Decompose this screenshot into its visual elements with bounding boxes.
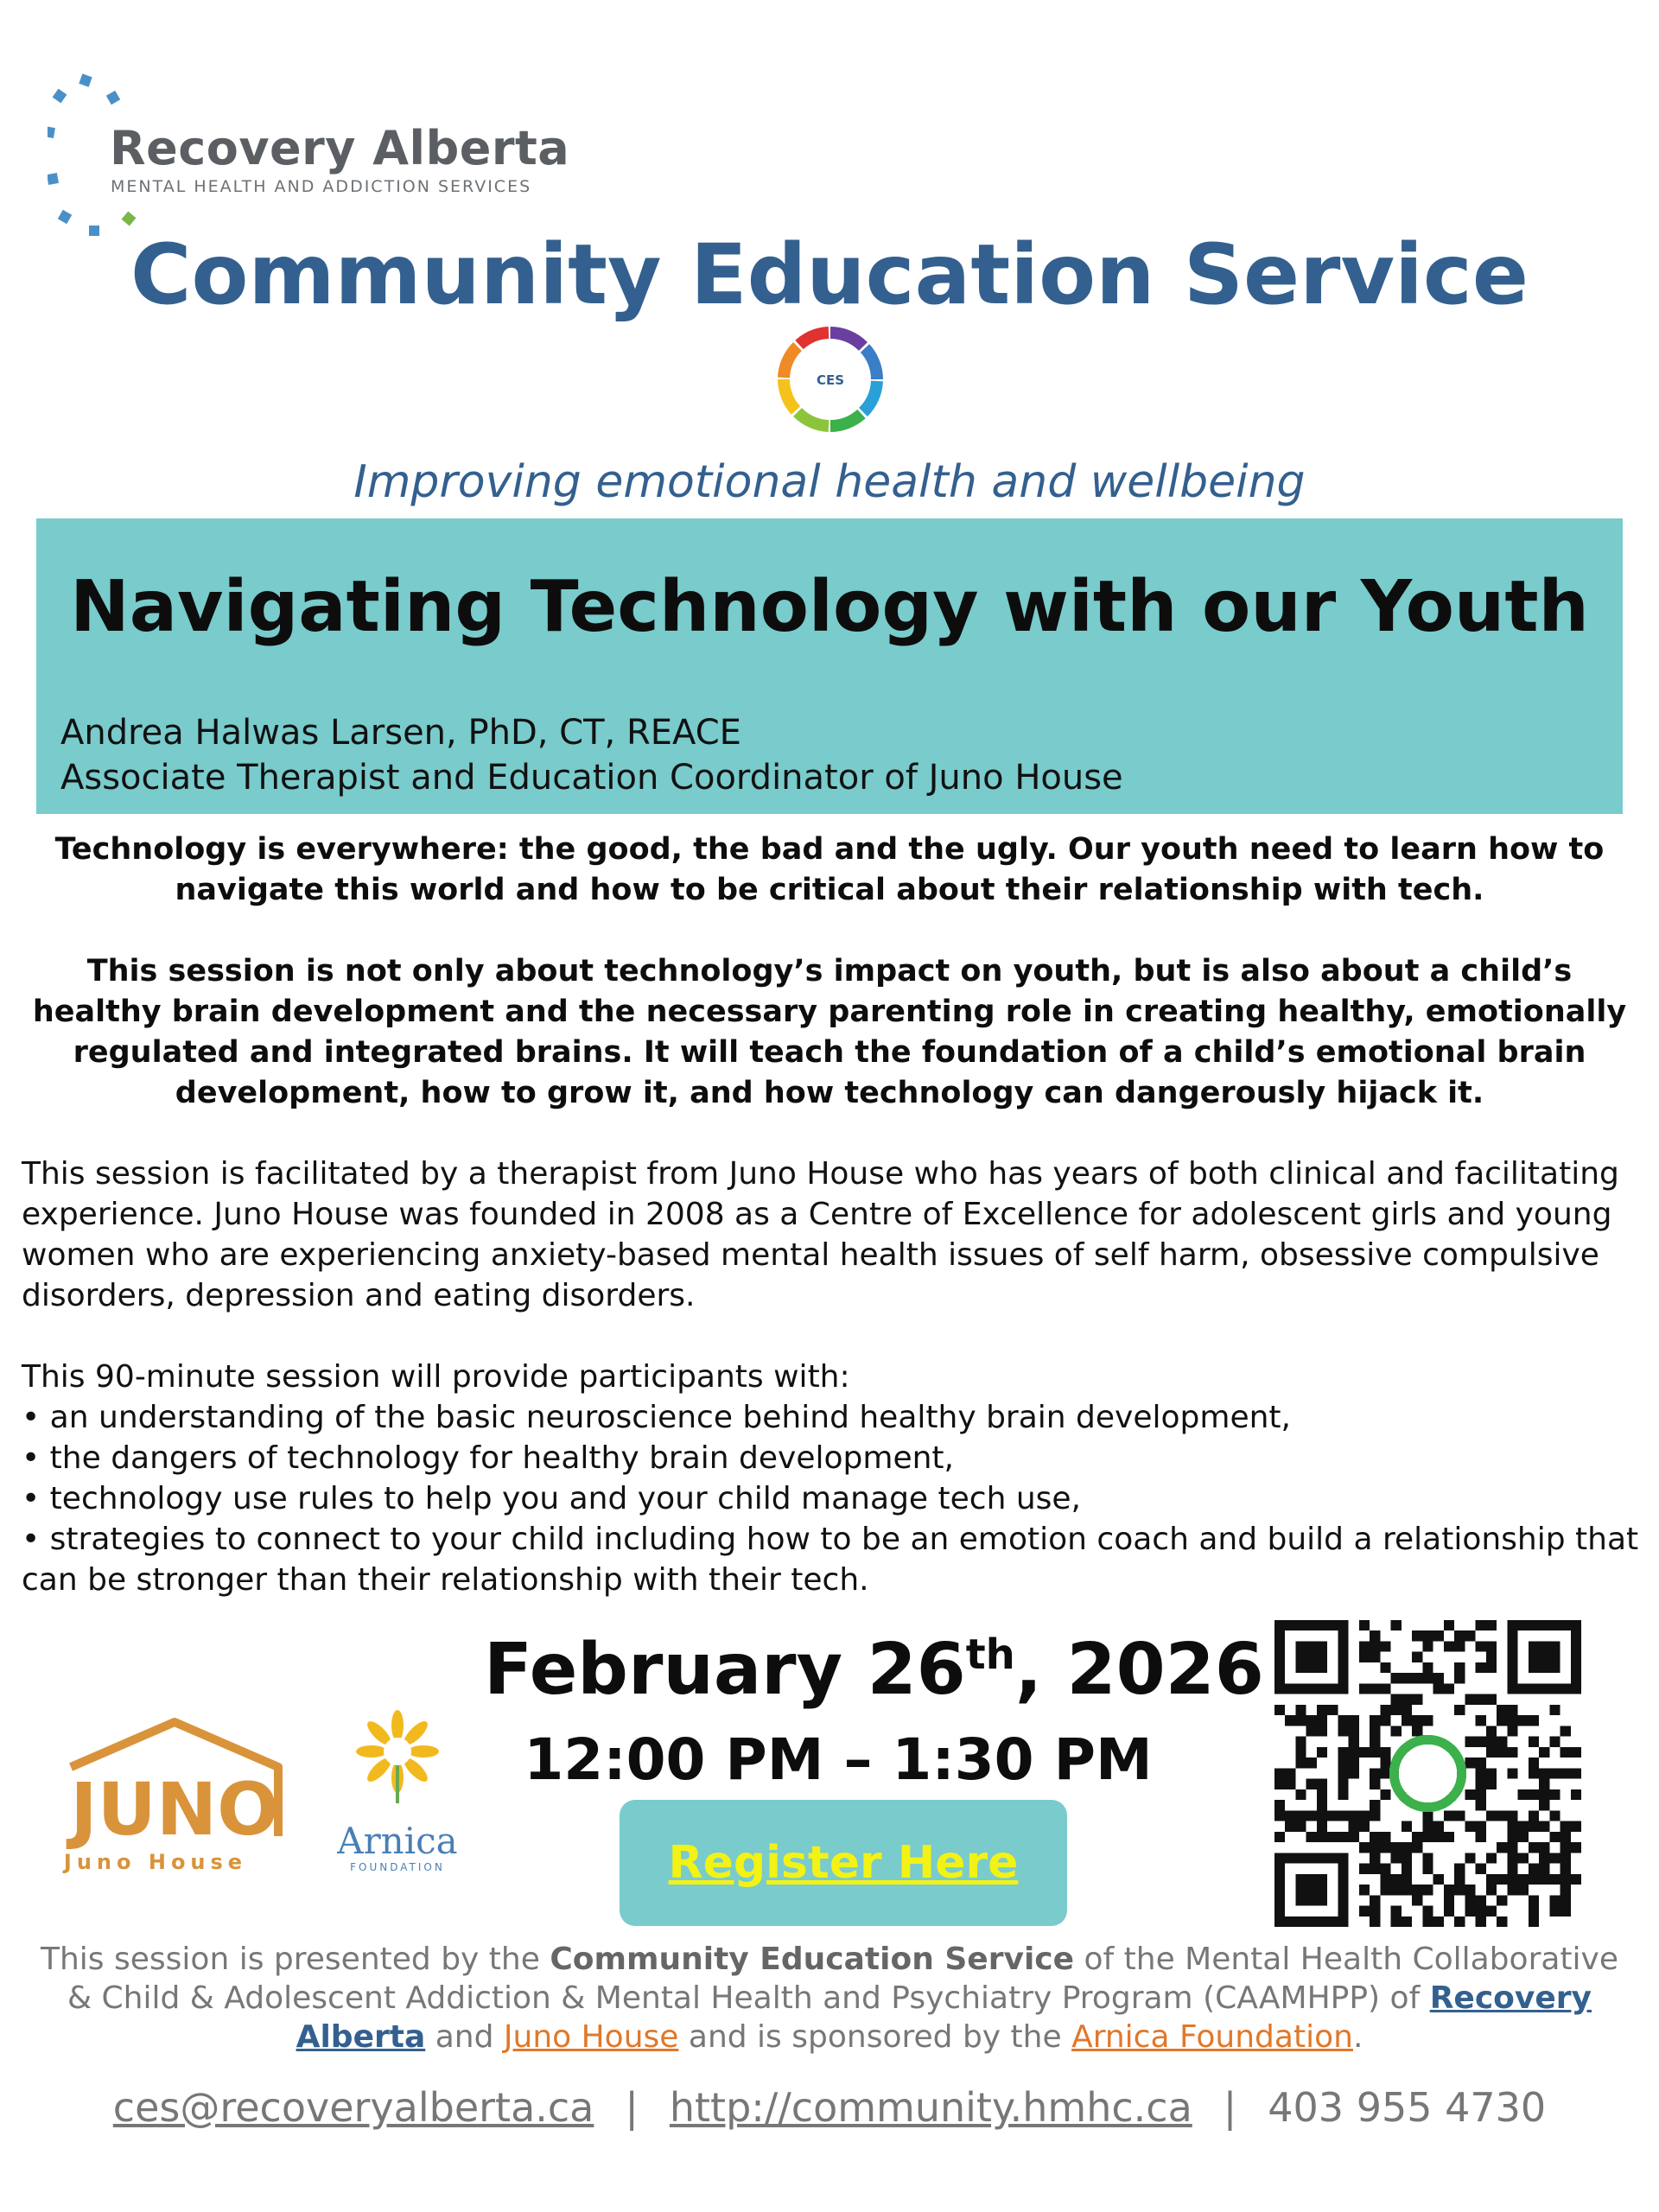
contact-line xyxy=(0,2084,1659,2131)
session-title: Navigating Technology with our Youth xyxy=(70,566,1589,648)
ces-logo-text: CES xyxy=(816,372,845,388)
benefits-list xyxy=(22,1397,1646,1600)
phone-number: 403 955 4730 xyxy=(1268,2084,1547,2131)
juno-house-logo xyxy=(45,1707,304,1879)
juno-logo-text: JUNO xyxy=(70,1767,279,1852)
arnica-caption: FOUNDATION xyxy=(350,1861,445,1873)
ces-logo-icon xyxy=(775,324,886,435)
qr-code xyxy=(1274,1620,1581,1927)
description-paragraph: This session is facilitated by a therapist from Juno House who has years of both clinical and facilitating experience. Juno House was founded in 2008 as a Centre of Excellence for adolescent girls and young women who are experiencing anxiety-based mental health issues of self harm, obsessive compulsive disorders, depression and eating disorders. xyxy=(22,1156,1619,1313)
page-title: Community Education Service xyxy=(130,226,1529,323)
website-link[interactable]: http://community.hmhc.ca xyxy=(669,2084,1192,2131)
org-name: Recovery Alberta xyxy=(110,121,570,175)
separator: | xyxy=(625,2084,639,2131)
arnica-foundation-logo xyxy=(328,1707,467,1879)
footer-credits: This session is presented by the Community Education Service of the Mental Health Collaborative & Child & Adolescent Addiction & Mental Health and Psychiatry Program (CAAMHPP) of Recovery Alberta and Juno House and is sponsored by the Arnica Foundation. xyxy=(41,1942,1618,2055)
tagline: Improving emotional health and wellbeing xyxy=(353,456,1306,508)
presenter-name: Andrea Halwas Larsen, PhD, CT, REACE xyxy=(60,713,741,753)
register-link[interactable]: Register Here xyxy=(668,1837,1019,1889)
separator: | xyxy=(1223,2084,1237,2131)
juno-caption: Juno House xyxy=(63,1850,248,1874)
presenter-role: Associate Therapist and Education Coordinator of Juno House xyxy=(60,758,1123,798)
list-intro: This 90-minute session will provide participants with: xyxy=(22,1359,850,1395)
qr-code-icon xyxy=(1274,1620,1581,1927)
arnica-foundation-link[interactable]: Arnica Foundation xyxy=(1071,2019,1353,2055)
title-banner xyxy=(36,518,1623,814)
arnica-logo-text: Arnica xyxy=(337,1820,458,1862)
event-date: February 26th, 2026 xyxy=(484,1629,1264,1711)
list-item: • an understanding of the basic neuroscience behind healthy brain development, xyxy=(22,1400,1291,1435)
register-button[interactable] xyxy=(620,1800,1067,1926)
presenter-block xyxy=(60,710,1123,800)
list-item: • the dangers of technology for healthy brain development, xyxy=(22,1440,954,1476)
description-section xyxy=(22,1154,1646,1600)
list-item: • strategies to connect to your child including how to be an emotion coach and build a relationship that can be stronger than their relationship with their tech. xyxy=(22,1522,1639,1598)
org-subtitle: MENTAL HEALTH AND ADDICTION SERVICES xyxy=(111,177,532,196)
intro-section xyxy=(26,830,1633,1154)
event-time: 12:00 PM – 1:30 PM xyxy=(524,1726,1153,1793)
juno-house-link[interactable]: Juno House xyxy=(503,2019,679,2055)
recovery-alberta-link[interactable]: Recovery Alberta xyxy=(296,1980,1592,2055)
list-item: • technology use rules to help you and your child manage tech use, xyxy=(22,1481,1081,1516)
intro-paragraph-1: Technology is everywhere: the good, the bad and the ugly. Our youth need to learn how to navigate this world and how to be critical about their relationship with tech. xyxy=(54,832,1605,907)
email-link[interactable]: ces@recoveryalberta.ca xyxy=(112,2084,594,2131)
intro-paragraph-2: This session is not only about technology’s impact on youth, but is also about a child’s healthy brain development and the necessary parenting role in creating healthy, emotionally regulated and integrated brains. It will teach the foundation of a child’s emotional brain development, how to grow it, and how technology can dangerously hijack it. xyxy=(32,954,1627,1110)
